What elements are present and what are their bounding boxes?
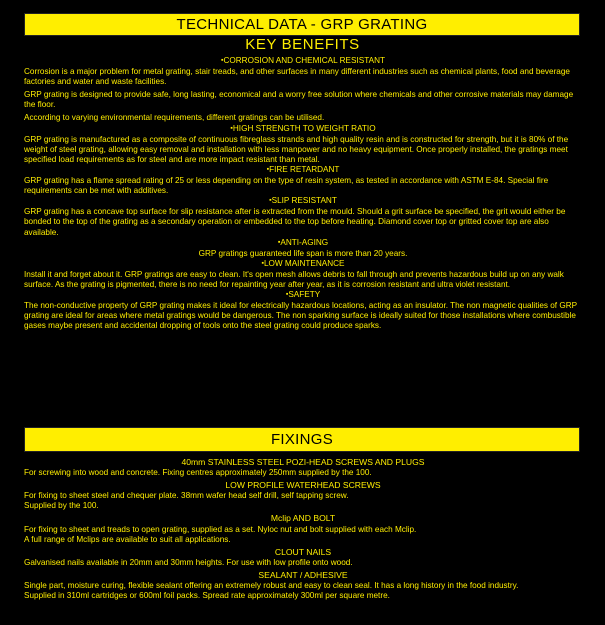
low-maintenance-paragraph: Install it and forget about it. GRP gratings are easy to clean. It's open mesh allows debris to fall through and prevents hazardous build up on any walk surface. As the grating is pigmented, there is no need for repainting year after year, as it is corrosion resistant and ultra violet resistant.	[24, 269, 564, 289]
corrosion-paragraph-1: Corrosion is a major problem for metal grating, stair treads, and other surfaces in many different industries such as chemical plants, food and beverage factories and water and waste facilities.	[24, 67, 570, 87]
waterhead-paragraph-1: For fixing to sheet steel and chequer plate. 38mm wafer head self drill, self tapping screw.	[24, 491, 349, 501]
screws-heading: 40mm STAINLESS STEEL POZI-HEAD SCREWS AND PLUGS	[181, 457, 425, 467]
corrosion-paragraph-3: According to varying environmental requirements, different gratings can be utilised.	[24, 113, 325, 123]
strength-paragraph: GRP grating is manufactured as a composite of continuous fibreglass strands and high quality resin and is constructed for strength, but it is 80% of the weight of steel grating, allowing easy removal and installation with less manpower and no heavy equipment. Once properly installed, the gratings meet specified load requirements as for steel and are more impact resistant than metal.	[24, 134, 569, 164]
clout-nails-heading: CLOUT NAILS	[274, 546, 332, 557]
safety-heading: ▪SAFETY	[285, 290, 321, 300]
benefits-section	[24, 56, 582, 331]
anti-aging-heading: ▪ANTI-AGING	[277, 237, 329, 247]
safety-paragraph: The non-conductive property of GRP grating makes it ideal for electrically hazardous locations, acting as an insulator. The non magnetic qualities of GRP grating are ideal for areas where metal gratings would be dangerous. The non sparking surface is ideally suited for those installations where combustible gases maybe present and accidental dropping of tools onto the steel grating could produce sparks.	[24, 301, 577, 331]
corrosion-paragraph-2: GRP grating is designed to provide safe, long lasting, economical and a worry free solution where chemicals and other corrosive materials may damage the floor.	[24, 90, 574, 110]
technical-data-banner	[24, 13, 580, 36]
bullet-icon: ▪	[269, 197, 272, 205]
bullet-icon: ▪	[285, 291, 289, 299]
screws-paragraph: For screwing into wood and concrete. Fixing centres approximately 250mm supplied by the 100.	[24, 468, 372, 478]
mclip-paragraph-1: For fixing to sheet and treads to open grating, supplied as a set. Nyloc nut and bolt supplied with each Mclip.	[24, 524, 417, 534]
corrosion-heading: ▪CORROSION AND CHEMICAL RESISTANT	[221, 56, 385, 65]
mclip-paragraph-2: A full range of Mclips are available to suit all applications.	[24, 534, 231, 544]
bullet-icon: ▪	[261, 259, 264, 267]
waterhead-heading: LOW PROFILE WATERHEAD SCREWS	[225, 480, 381, 491]
fixings-banner	[24, 427, 580, 452]
low-maintenance-heading: ▪LOW MAINTENANCE	[261, 258, 345, 268]
bullet-icon: ▪	[277, 238, 281, 246]
key-benefits-title: KEY BENEFITS	[245, 36, 360, 53]
sealant-heading: SEALANT / ADHESIVE	[258, 569, 348, 580]
strength-heading: ▪HIGH STRENGTH TO WEIGHT RATIO	[230, 123, 376, 133]
bullet-icon: ▪	[221, 57, 224, 64]
anti-aging-paragraph: GRP gratings guaranteed life span is more than 20 years.	[198, 248, 408, 258]
bullet-icon: ▪	[230, 124, 233, 132]
slip-heading: ▪SLIP RESISTANT	[269, 196, 337, 206]
fixings-section	[24, 455, 582, 601]
fixings-title: FIXINGS	[270, 431, 334, 448]
sealant-paragraph-1: Single part, moisture curing, flexible sealant offering an extremely robust and easy to clean seal. It has a long history in the food industry.	[24, 581, 519, 591]
bullet-icon: ▪	[266, 165, 270, 173]
fire-heading: ▪FIRE RETARDANT	[266, 164, 340, 174]
mclip-heading: Mclip AND BOLT	[270, 513, 336, 524]
fire-paragraph: GRP grating has a flame spread rating of 25 or less depending on the type of resin system, as tested in accordance with ASTM E-84. Special fire requirements can be met with additives.	[24, 176, 549, 196]
sealant-paragraph-2: Supplied in 310ml cartridges or 600ml foil packs. Spread rate approximately 300ml per square metre.	[24, 591, 390, 601]
clout-nails-paragraph: Galvanised nails available in 20mm and 30mm heights. For use with low profile onto wood.	[24, 557, 353, 567]
slip-paragraph: GRP grating has a concave top surface for slip resistance after is extracted from the mould. Should a grit surface be specified, the grit would either be bonded to the top of the grating as a secondary operation or embedded to the top before heating. Diamond cover top or gritted cover top are also available.	[24, 207, 566, 237]
waterhead-paragraph-2: Supplied by the 100.	[24, 501, 99, 511]
technical-data-title: TECHNICAL DATA - GRP GRATING	[176, 16, 428, 33]
